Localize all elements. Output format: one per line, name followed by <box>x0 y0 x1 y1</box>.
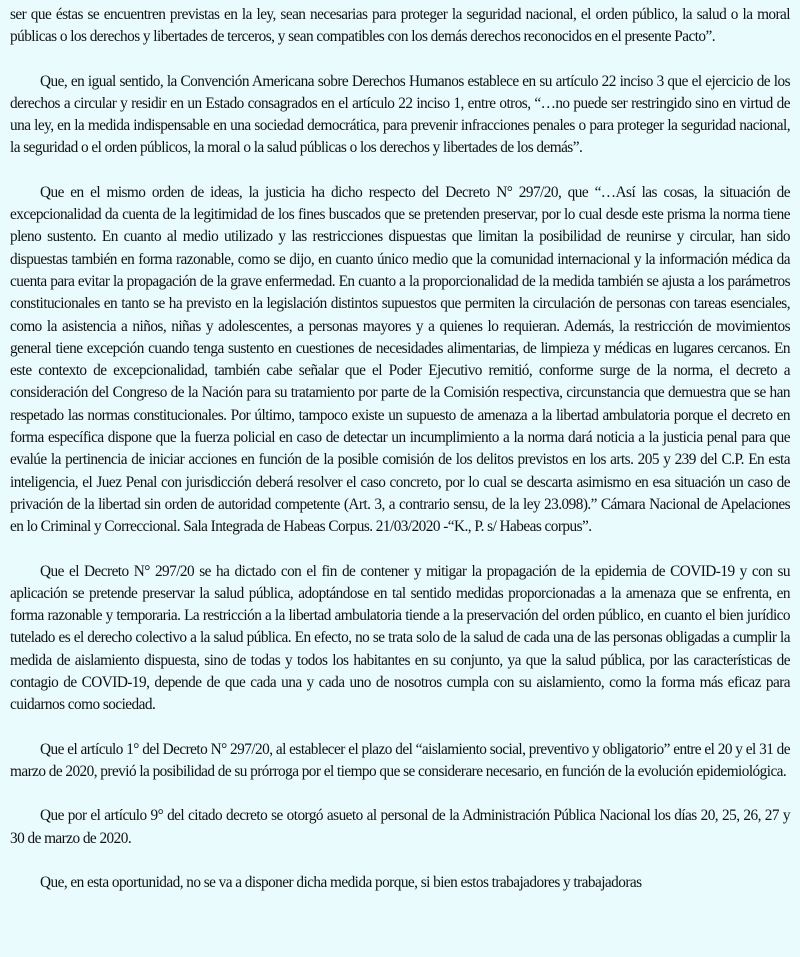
paragraph-oportunidad: Que, en esta oportunidad, no se va a disponer dicha medida porque, si bien estos trabajadores y trabajadoras <box>40 873 642 891</box>
paragraph-pacto-quote: ser que éstas se encuentren previstas en la ley, sean necesarias para proteger la seguridad nacional, el orden público, la salud o la moral públicas o los derechos y libertades de terceros, y sean compatibles con los demás derechos reconocidos en el presente Pacto”. <box>10 6 790 46</box>
paragraph-gap <box>10 49 790 71</box>
paragraph-jurisprudencia: Que en el mismo orden de ideas, la justicia ha dicho respecto del Decreto N° 297/20, que “…Así las cosas, la situación de excepcionalidad da cuenta de la legitimidad de los fines buscados que se pretenden preservar, por lo cual desde este prisma la norma tiene pleno sustento. En cuanto al medio utilizado y las restricciones dispuestas que limitan la posibilidad de reunirse y circular, han sido dispuestas también en forma razonable, como se dijo, en cuanto único medio que la comunidad internacional y la información médica da cuenta para evitar la propagación de la grave enfermedad. En cuanto a la proporcionalidad de la medida también se ajusta a los parámetros constitucionales en tanto se ha previsto en la legislación distintos supuestos que permiten la circulación de personas con tareas esenciales, como la asistencia a niños, niñas y adolescentes, a personas mayores y a quienes lo requieran. Además, la restricción de movimientos general tiene excepción cuando tenga sustento en cuestiones de necesidades alimentarias, de limpieza y médicas en lugares cercanos. En este contexto de excepcionalidad, también cabe señalar que el Poder Ejecutivo remitió, conforme surge de la norma, el decreto a consideración del Congreso de la Nación para su tratamiento por parte de la Comisión respectiva, circunstancia que demuestra que se han respetado las normas constitucionales. Por último, tampoco existe un supuesto de amenaza a la libertad ambulatoria porque el decreto en forma específica dispone que la fuerza policial en caso de detectar un incumplimiento a la norma dará noticia a la justicia penal para que evalúe la pertinencia de iniciar acciones en función de la posible comisión de los delitos previstos en los arts. 205 y 239 del C.P. En esta inteligencia, el Juez Penal con jurisdicción deberá resolver el caso concreto, por lo cual se descarta asimismo en esa situación un caso de privación de la libertad sin orden de autoridad competente (Art. 3, a contrario sensu, de la ley 23.098).” Cámara Nacional de Apelaciones en lo Criminal y Correccional. Sala Integrada de Habeas Corpus. 21/03/2020 -“K., P. s/ Habeas corpus”. <box>10 183 790 536</box>
paragraph-articulo-9: Que por el artículo 9° del citado decreto se otorgó asueto al personal de la Administración Pública Nacional los días 20, 25, 26, 27 y 30 de marzo de 2020. <box>10 807 790 847</box>
paragraph-decreto-objetivo: Que el Decreto N° 297/20 se ha dictado con el fin de contener y mitigar la propagación de la epidemia de COVID-19 y con su aplicación se pretende preservar la salud pública, adoptándose en tal sentido medidas proporcionadas a la amenaza que se enfrenta, en forma razonable y temporaria. La restricción a la libertad ambulatoria tiende a la preservación del orden público, en cuanto el bien jurídico tutelado es el derecho colectivo a la salud pública. En efecto, no se trata solo de la salud de cada una de las personas obligadas a cumplir la medida de aislamiento dispuesta, sino de todas y todos los habitantes en su conjunto, ya que la salud pública, por las características de contagio de COVID-19, depende de que cada una y cada uno de nosotros cumpla con su aislamiento, como la forma más eficaz para cuidarnos como sociedad. <box>10 562 790 714</box>
paragraph-gap <box>10 539 790 561</box>
paragraph-convencion-americana: Que, en igual sentido, la Convención Americana sobre Derechos Humanos establece en su artículo 22 inciso 3 que el ejercicio de los derechos a circular y residir en un Estado consagrados en el artículo 22 inciso 1, entre otros, “…no puede ser restringido sino en virtud de una ley, en la medida indispensable en una sociedad democrática, para prevenir infracciones penales o para proteger la seguridad nacional, la seguridad o el orden públicos, la moral o la salud públicas o los derechos y libertades de los demás”. <box>10 72 790 157</box>
paragraph-gap <box>10 717 790 739</box>
paragraph-gap <box>10 783 790 805</box>
paragraph-gap <box>10 160 790 182</box>
paragraph-gap <box>10 850 790 872</box>
paragraph-articulo-1: Que el artículo 1° del Decreto N° 297/20, al establecer el plazo del “aislamiento social, preventivo y obligatorio” entre el 20 y el 31 de marzo de 2020, previó la posibilidad de su prórroga por el tiempo que se considerare necesario, en función de la evolución epidemiológica. <box>10 740 790 780</box>
